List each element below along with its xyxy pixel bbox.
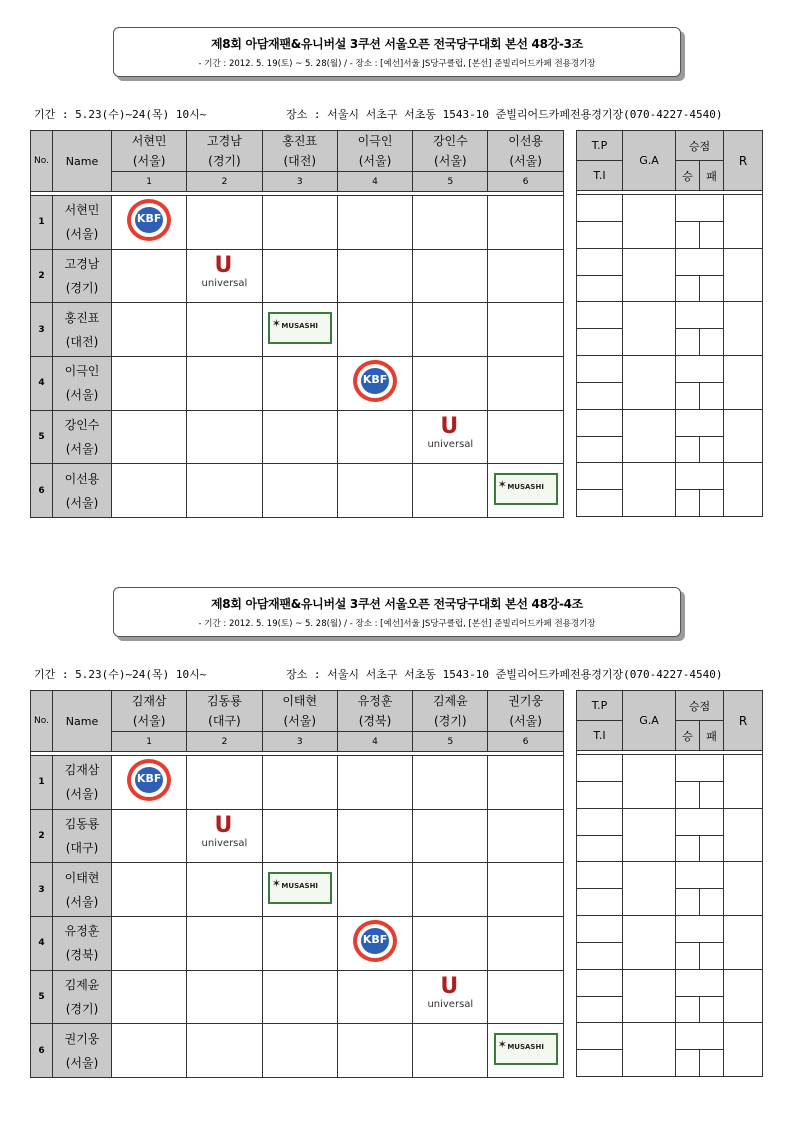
self-match-cell — [262, 303, 337, 357]
no-header: No. — [31, 691, 53, 752]
player-column-header — [413, 131, 488, 172]
score-cell[interactable] — [337, 1024, 412, 1078]
rank-cell[interactable] — [724, 463, 763, 517]
ga-cell[interactable] — [623, 409, 676, 463]
score-cell[interactable] — [413, 464, 488, 518]
score-cell[interactable] — [262, 917, 337, 971]
loss-cell[interactable] — [700, 382, 724, 409]
loss-cell[interactable] — [700, 889, 724, 916]
row-number: 5 — [31, 970, 53, 1024]
score-cell[interactable] — [488, 809, 563, 863]
group-title-box — [113, 27, 681, 77]
rank-cell[interactable] — [724, 808, 763, 862]
player-region: (대전) — [283, 154, 317, 168]
column-number: 4 — [337, 732, 412, 752]
row-player — [53, 410, 112, 464]
tp-cell[interactable] — [577, 916, 623, 943]
schedule-info: 기간 : 5.23(수)~24(목) 10시~ — [34, 668, 207, 681]
column-number: 2 — [187, 732, 262, 752]
score-cell[interactable] — [112, 1024, 187, 1078]
score-cell[interactable] — [337, 410, 412, 464]
row-number: 2 — [31, 249, 53, 303]
points-cell[interactable] — [676, 916, 724, 943]
player-region: (경북) — [65, 948, 99, 963]
score-cell[interactable] — [413, 863, 488, 917]
musashi-logo: ✶ MUSASHI — [494, 473, 558, 505]
player-name: 권기웅 — [508, 694, 544, 708]
row-number: 5 — [31, 410, 53, 464]
points-cell[interactable] — [676, 463, 724, 490]
score-cell[interactable] — [337, 196, 412, 250]
score-cell[interactable] — [337, 863, 412, 917]
score-cell[interactable] — [488, 303, 563, 357]
player-region: (서울) — [132, 714, 166, 728]
no-header: No. — [31, 131, 53, 192]
player-name: 김동룡 — [207, 694, 242, 708]
points-cell[interactable] — [676, 1023, 724, 1050]
self-match-cell — [488, 1024, 563, 1078]
rank-header: R — [724, 131, 763, 191]
score-cell[interactable] — [488, 970, 563, 1024]
score-cell[interactable] — [187, 357, 262, 411]
player-name: 이선용 — [508, 134, 544, 148]
score-cell[interactable] — [413, 196, 488, 250]
win-cell[interactable] — [676, 329, 700, 356]
win-cell[interactable] — [676, 942, 700, 969]
self-match-cell — [413, 410, 488, 464]
musashi-logo: ✶ MUSASHI — [494, 1033, 558, 1065]
score-cell[interactable] — [262, 1024, 337, 1078]
win-cell[interactable] — [676, 996, 700, 1023]
kbf-logo: KBF — [353, 920, 397, 962]
score-cell[interactable] — [488, 249, 563, 303]
player-name: 홍진표 — [282, 134, 318, 148]
score-cell[interactable] — [187, 410, 262, 464]
column-number: 4 — [337, 172, 412, 192]
ti-cell[interactable] — [577, 382, 623, 409]
score-cell[interactable] — [413, 249, 488, 303]
venue-info: 장소 : 서울시 서초구 서초동 1543-10 준빌리어드카페전용경기장(070-4227-4540) — [286, 108, 723, 121]
player-region: (대구) — [208, 714, 241, 728]
ti-cell[interactable] — [577, 996, 623, 1023]
universal-logo: U universal — [201, 813, 248, 850]
ti-cell[interactable] — [577, 942, 623, 969]
loss-cell[interactable] — [700, 490, 724, 517]
rank-cell[interactable] — [724, 356, 763, 410]
player-column-header — [488, 131, 563, 172]
points-cell[interactable] — [676, 248, 724, 275]
score-cell[interactable] — [488, 756, 563, 810]
win-cell[interactable] — [676, 490, 700, 517]
score-cell[interactable] — [187, 1024, 262, 1078]
player-region: (경기) — [434, 714, 467, 728]
ga-cell[interactable] — [623, 969, 676, 1023]
loss-cell[interactable] — [700, 329, 724, 356]
score-cell[interactable] — [112, 970, 187, 1024]
group-title: 제8회 아담재팬&유니버설 3쿠션 서울오픈 전국당구대회 본선 48강-4조 — [211, 597, 583, 611]
points-header: 승점 — [676, 691, 724, 721]
player-column-header — [187, 691, 262, 732]
row-number: 4 — [31, 917, 53, 971]
score-cell[interactable] — [187, 917, 262, 971]
player-region: (대구) — [65, 841, 99, 856]
tp-cell[interactable] — [577, 1023, 623, 1050]
score-cell[interactable] — [262, 357, 337, 411]
tp-header: T.P — [577, 131, 623, 161]
player-region: (서울) — [65, 1055, 99, 1070]
score-cell[interactable] — [187, 863, 262, 917]
kbf-logo: KBF — [127, 759, 171, 801]
points-cell[interactable] — [676, 862, 724, 889]
score-cell[interactable] — [262, 410, 337, 464]
score-cell[interactable] — [112, 410, 187, 464]
column-number: 1 — [112, 172, 187, 192]
player-region: (서울) — [65, 388, 99, 403]
rank-cell[interactable] — [724, 409, 763, 463]
loss-cell[interactable] — [700, 942, 724, 969]
musashi-logo: ✶ MUSASHI — [268, 872, 332, 904]
tp-cell[interactable] — [577, 755, 623, 782]
score-cell[interactable] — [187, 970, 262, 1024]
column-number: 6 — [488, 732, 563, 752]
score-cell[interactable] — [488, 357, 563, 411]
rank-cell[interactable] — [724, 755, 763, 809]
player-region: (경기) — [65, 281, 99, 296]
ti-cell[interactable] — [577, 275, 623, 302]
tp-cell[interactable] — [577, 302, 623, 329]
rank-cell[interactable] — [724, 1023, 763, 1077]
ga-cell[interactable] — [623, 1023, 676, 1077]
tp-cell[interactable] — [577, 808, 623, 835]
self-match-cell — [187, 809, 262, 863]
row-player — [53, 196, 112, 250]
player-name: 김제윤 — [64, 978, 100, 993]
row-player — [53, 249, 112, 303]
score-cell[interactable] — [413, 357, 488, 411]
player-region: (서울) — [132, 154, 166, 168]
score-cell[interactable] — [187, 464, 262, 518]
ti-cell[interactable] — [577, 781, 623, 808]
universal-logo: U universal — [427, 414, 474, 451]
self-match-cell — [337, 357, 412, 411]
ga-cell[interactable] — [623, 302, 676, 356]
rank-cell[interactable] — [724, 248, 763, 302]
row-player — [53, 809, 112, 863]
points-cell[interactable] — [676, 409, 724, 436]
score-cell[interactable] — [413, 303, 488, 357]
ga-cell[interactable] — [623, 862, 676, 916]
points-cell[interactable] — [676, 755, 724, 782]
player-name: 이극인 — [64, 364, 100, 379]
column-number: 5 — [413, 732, 488, 752]
score-cell[interactable] — [413, 756, 488, 810]
player-region: (서울) — [434, 154, 467, 168]
player-name: 유정훈 — [64, 924, 100, 939]
self-match-cell — [337, 917, 412, 971]
player-name: 이태현 — [282, 694, 318, 708]
row-player — [53, 756, 112, 810]
name-header: Name — [53, 131, 112, 192]
player-region: (서울) — [283, 714, 317, 728]
player-column-header — [488, 691, 563, 732]
name-header: Name — [53, 691, 112, 752]
score-cell[interactable] — [187, 303, 262, 357]
ga-header: G.A — [623, 131, 676, 191]
tp-header: T.P — [577, 691, 623, 721]
group-title: 제8회 아담재팬&유니버설 3쿠션 서울오픈 전국당구대회 본선 48강-3조 — [211, 37, 583, 51]
universal-logo: U universal — [427, 974, 474, 1011]
score-cell[interactable] — [262, 196, 337, 250]
ti-header: T.I — [577, 161, 623, 191]
win-cell[interactable] — [676, 889, 700, 916]
row-player — [53, 917, 112, 971]
player-name: 권기웅 — [64, 1031, 100, 1046]
self-match-cell — [413, 970, 488, 1024]
win-cell[interactable] — [676, 1050, 700, 1077]
row-player — [53, 970, 112, 1024]
player-region: (서울) — [509, 714, 542, 728]
player-name: 강인수 — [432, 134, 468, 148]
score-cell[interactable] — [488, 410, 563, 464]
score-cell[interactable] — [337, 464, 412, 518]
score-cell[interactable] — [187, 756, 262, 810]
venue-info: 장소 : 서울시 서초구 서초동 1543-10 준빌리어드카페전용경기장(070-4227-4540) — [286, 668, 723, 681]
ga-cell[interactable] — [623, 195, 676, 249]
points-cell[interactable] — [676, 808, 724, 835]
kbf-logo: KBF — [353, 360, 397, 402]
score-cell[interactable] — [262, 970, 337, 1024]
player-name: 홍진표 — [64, 310, 100, 325]
ga-header: G.A — [623, 691, 676, 751]
ga-cell[interactable] — [623, 916, 676, 970]
stats-grid — [576, 690, 763, 1077]
row-player — [53, 464, 112, 518]
row-number: 4 — [31, 357, 53, 411]
player-column-header — [112, 691, 187, 732]
tp-cell[interactable] — [577, 409, 623, 436]
ti-cell[interactable] — [577, 889, 623, 916]
player-name: 강인수 — [64, 418, 100, 433]
row-number: 1 — [31, 756, 53, 810]
player-name: 이태현 — [64, 870, 100, 885]
win-cell[interactable] — [676, 835, 700, 862]
event-subtitle: - 기간 : 2012. 5. 19(토) ~ 5. 28(월) / - 장소 : [예선]서울 JS당구클럽, [본선] 준빌리어드카페 전용경기장 — [198, 59, 596, 69]
ga-cell[interactable] — [623, 356, 676, 410]
score-cell[interactable] — [112, 809, 187, 863]
ti-cell[interactable] — [577, 436, 623, 463]
loss-cell[interactable] — [700, 996, 724, 1023]
tp-cell[interactable] — [577, 195, 623, 222]
score-cell[interactable] — [337, 809, 412, 863]
score-cell[interactable] — [488, 917, 563, 971]
player-column-header — [337, 131, 412, 172]
player-name: 유정훈 — [357, 694, 393, 708]
points-header: 승점 — [676, 131, 724, 161]
player-region: (서울) — [65, 442, 99, 457]
tp-cell[interactable] — [577, 248, 623, 275]
ti-cell[interactable] — [577, 1050, 623, 1077]
loss-cell[interactable] — [700, 835, 724, 862]
score-cell[interactable] — [262, 809, 337, 863]
score-cell[interactable] — [112, 863, 187, 917]
player-column-header — [187, 131, 262, 172]
loss-header: 패 — [700, 161, 724, 191]
tp-cell[interactable] — [577, 969, 623, 996]
player-region: (서울) — [65, 894, 99, 909]
ti-cell[interactable] — [577, 221, 623, 248]
tp-cell[interactable] — [577, 356, 623, 383]
score-cell[interactable] — [337, 970, 412, 1024]
rank-cell[interactable] — [724, 862, 763, 916]
points-cell[interactable] — [676, 302, 724, 329]
self-match-cell — [112, 756, 187, 810]
row-number: 6 — [31, 1024, 53, 1078]
points-cell[interactable] — [676, 356, 724, 383]
win-cell[interactable] — [676, 436, 700, 463]
player-region: (대전) — [65, 334, 99, 349]
player-name: 김재삼 — [64, 763, 100, 778]
loss-header: 패 — [700, 721, 724, 751]
self-match-cell — [262, 863, 337, 917]
self-match-cell — [112, 196, 187, 250]
score-cell[interactable] — [413, 809, 488, 863]
rank-header: R — [724, 691, 763, 751]
kbf-logo: KBF — [127, 199, 171, 241]
universal-logo: U universal — [201, 253, 248, 290]
schedule-info: 기간 : 5.23(수)~24(목) 10시~ — [34, 108, 207, 121]
player-column-header — [413, 691, 488, 732]
stats-grid — [576, 130, 763, 517]
score-cell[interactable] — [488, 863, 563, 917]
score-cell[interactable] — [413, 917, 488, 971]
column-number: 5 — [413, 172, 488, 192]
ti-header: T.I — [577, 721, 623, 751]
rank-cell[interactable] — [724, 302, 763, 356]
musashi-logo: ✶ MUSASHI — [268, 312, 332, 344]
player-region: (경북) — [358, 714, 392, 728]
column-number: 3 — [262, 732, 337, 752]
player-name: 서현민 — [131, 134, 167, 148]
self-match-cell — [187, 249, 262, 303]
player-region: (서울) — [358, 154, 392, 168]
row-number: 3 — [31, 303, 53, 357]
win-header: 승 — [676, 161, 700, 191]
player-region: (경기) — [208, 154, 241, 168]
ga-cell[interactable] — [623, 755, 676, 809]
row-player — [53, 863, 112, 917]
rank-cell[interactable] — [724, 916, 763, 970]
score-cell[interactable] — [112, 917, 187, 971]
score-cell[interactable] — [187, 196, 262, 250]
column-number: 6 — [488, 172, 563, 192]
win-cell[interactable] — [676, 221, 700, 248]
player-region: (경기) — [65, 1002, 99, 1017]
row-player — [53, 357, 112, 411]
score-cell[interactable] — [337, 303, 412, 357]
ga-cell[interactable] — [623, 808, 676, 862]
score-cell[interactable] — [112, 303, 187, 357]
player-name: 이극인 — [357, 134, 393, 148]
loss-cell[interactable] — [700, 436, 724, 463]
player-name: 고경남 — [207, 134, 242, 148]
loss-cell[interactable] — [700, 275, 724, 302]
row-player — [53, 1024, 112, 1078]
group-title-box — [113, 587, 681, 637]
row-number: 1 — [31, 196, 53, 250]
ga-cell[interactable] — [623, 248, 676, 302]
player-name: 이선용 — [64, 471, 100, 486]
loss-cell[interactable] — [700, 781, 724, 808]
player-name: 김동룡 — [64, 817, 100, 832]
ga-cell[interactable] — [623, 463, 676, 517]
score-cell[interactable] — [262, 464, 337, 518]
match-grid — [30, 690, 564, 1078]
player-region: (서울) — [65, 227, 99, 242]
player-column-header — [112, 131, 187, 172]
ti-cell[interactable] — [577, 835, 623, 862]
rank-cell[interactable] — [724, 195, 763, 249]
column-number: 3 — [262, 172, 337, 192]
player-column-header — [262, 131, 337, 172]
player-column-header — [337, 691, 412, 732]
tp-cell[interactable] — [577, 862, 623, 889]
score-cell[interactable] — [413, 1024, 488, 1078]
win-cell[interactable] — [676, 382, 700, 409]
score-cell[interactable] — [112, 357, 187, 411]
win-cell[interactable] — [676, 275, 700, 302]
points-cell[interactable] — [676, 195, 724, 222]
rank-cell[interactable] — [724, 969, 763, 1023]
win-cell[interactable] — [676, 781, 700, 808]
points-cell[interactable] — [676, 969, 724, 996]
ti-cell[interactable] — [577, 329, 623, 356]
event-subtitle: - 기간 : 2012. 5. 19(토) ~ 5. 28(월) / - 장소 : [예선]서울 JS당구클럽, [본선] 준빌리어드카페 전용경기장 — [198, 619, 596, 629]
player-name: 김재삼 — [131, 694, 167, 708]
column-number: 2 — [187, 172, 262, 192]
column-number: 1 — [112, 732, 187, 752]
self-match-cell — [488, 464, 563, 518]
row-number: 3 — [31, 863, 53, 917]
player-name: 서현민 — [64, 203, 100, 218]
loss-cell[interactable] — [700, 221, 724, 248]
win-header: 승 — [676, 721, 700, 751]
loss-cell[interactable] — [700, 1050, 724, 1077]
match-grid — [30, 130, 564, 518]
player-region: (서울) — [65, 787, 99, 802]
player-name: 김제윤 — [432, 694, 468, 708]
player-column-header — [262, 691, 337, 732]
score-cell[interactable] — [337, 756, 412, 810]
row-number: 2 — [31, 809, 53, 863]
row-player — [53, 303, 112, 357]
row-number: 6 — [31, 464, 53, 518]
ti-cell[interactable] — [577, 490, 623, 517]
player-region: (서울) — [509, 154, 542, 168]
score-cell[interactable] — [262, 249, 337, 303]
player-region: (서울) — [65, 495, 99, 510]
score-cell[interactable] — [337, 249, 412, 303]
score-cell[interactable] — [112, 464, 187, 518]
score-cell[interactable] — [488, 196, 563, 250]
score-cell[interactable] — [262, 756, 337, 810]
tp-cell[interactable] — [577, 463, 623, 490]
score-cell[interactable] — [112, 249, 187, 303]
player-name: 고경남 — [64, 257, 100, 272]
